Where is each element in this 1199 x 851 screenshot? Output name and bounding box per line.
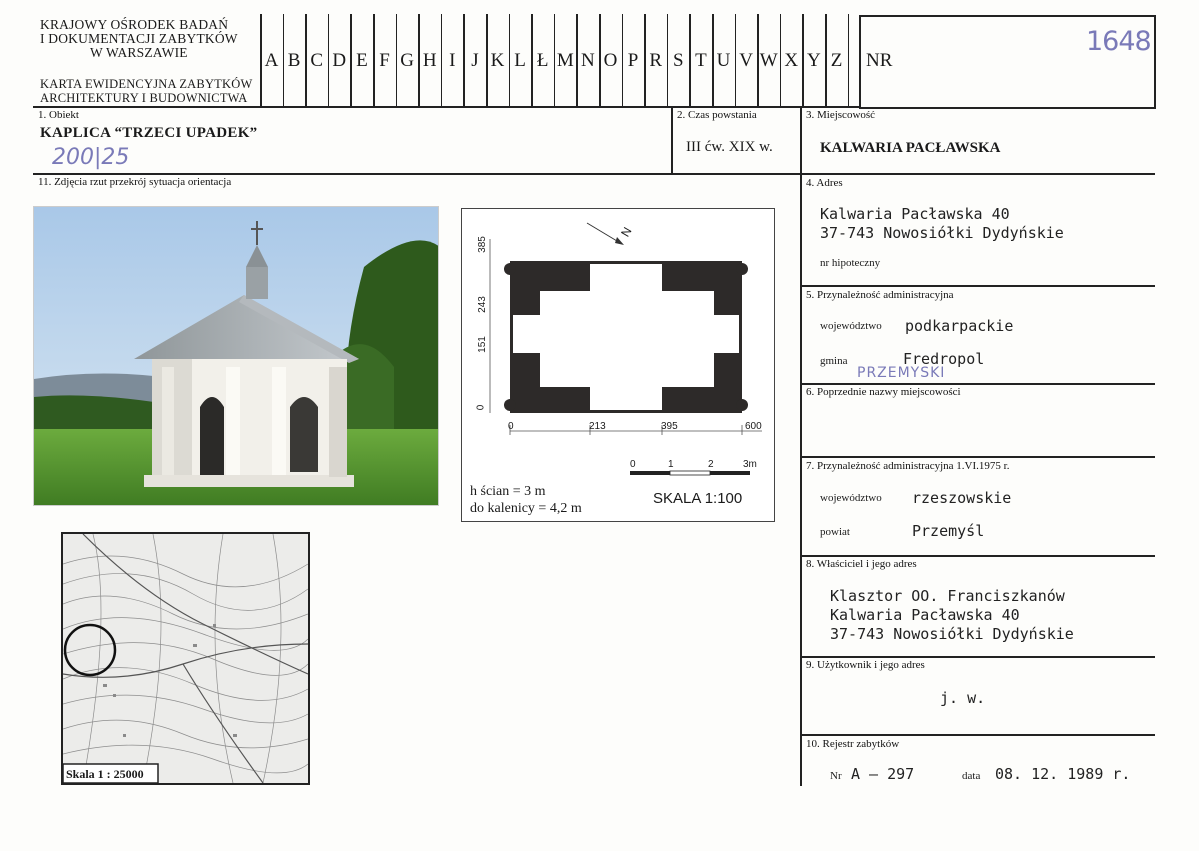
field10-nr-label: Nr: [830, 770, 842, 782]
letter-index-2: B: [287, 50, 301, 71]
plan-north-label: N: [618, 224, 635, 240]
plan-dim-bottom-600: 600: [745, 421, 762, 432]
letter-index-20: T: [695, 50, 707, 71]
field10-register-number: A – 297: [851, 765, 915, 783]
letter-index-7: G: [400, 50, 414, 71]
letter-index-4: D: [332, 50, 347, 71]
nr-label: NR: [866, 50, 893, 71]
field8-owner-line3: 37-743 Nowosiółki Dydyńskie: [830, 625, 1074, 643]
plan-dim-bottom-0: 0: [508, 421, 514, 432]
letter-index-19: S: [673, 50, 684, 71]
institution-line3: W WARSZAWIE: [90, 45, 188, 60]
plan-dim-left-0: 0: [475, 404, 487, 411]
letter-index-16: O: [603, 50, 618, 71]
scale-tick-3m: 3m: [743, 459, 757, 470]
chapel-photo: [33, 206, 439, 506]
rule-v-field3: [800, 106, 802, 786]
rule-row1-bottom: [33, 173, 1155, 175]
field7-voivodeship-label: województwo: [820, 492, 882, 504]
contour-lines: [63, 534, 308, 783]
letter-divider: [848, 14, 850, 107]
field3-label: 3. Miejscowość: [806, 109, 876, 121]
letter-index-26: Z: [830, 50, 843, 71]
letter-index-18: R: [649, 50, 663, 71]
letter-index-24: X: [784, 50, 799, 71]
field5-voivodeship-value: podkarpackie: [905, 317, 1014, 335]
institution-line2: I DOKUMENTACJI ZABYTKÓW: [40, 31, 238, 46]
scale-tick-2: 2: [708, 459, 714, 470]
rule-f10: [800, 734, 1155, 736]
plan-height-walls: h ścian = 3 m: [470, 484, 546, 499]
rule-f6: [800, 383, 1155, 385]
field5-handwritten: PRZEMYSKI: [857, 365, 946, 381]
field9-label: 9. Użytkownik i jego adres: [806, 659, 925, 671]
topographic-map: [61, 532, 310, 785]
letter-index-3: C: [310, 50, 324, 71]
field6-label: 6. Poprzednie nazwy miejscowości: [806, 386, 961, 398]
field5-label: 5. Przynależność administracyjna: [806, 289, 954, 301]
plan-walls: [504, 261, 748, 413]
plan-scale-label: SKALA 1:100: [653, 490, 743, 507]
institution-line1: KRAJOWY OŚRODEK BADAŃ: [40, 17, 229, 32]
field4-label: 4. Adres: [806, 177, 843, 189]
rule-header-bottom: [33, 106, 859, 108]
field2-date: III ćw. XIX w.: [686, 139, 773, 155]
letter-index-25: Y: [807, 50, 821, 71]
card-title-line1: KARTA EWIDENCYJNA ZABYTKÓW: [40, 77, 253, 91]
field7-label: 7. Przynależność administracyjna 1.VI.1975 r.: [806, 460, 1010, 472]
field11-label: 11. Zdjęcia rzut przekrój sytuacja orientacja: [38, 176, 232, 188]
field10-label: 10. Rejestr zabytków: [806, 738, 900, 750]
institution-name: [40, 18, 265, 60]
plan-dim-left-243: 243: [476, 296, 488, 313]
letter-index-10: J: [471, 50, 479, 71]
letter-index-21: U: [716, 50, 731, 71]
rule-f4: [800, 285, 1155, 287]
plan-dim-left-151: 151: [476, 336, 488, 353]
nr-handwritten: 1648: [1086, 26, 1151, 57]
plan-dim-bottom-395: 395: [661, 421, 678, 432]
plan-dim-left-385: 385: [476, 236, 488, 253]
card-title: [40, 77, 252, 105]
letter-index-15: N: [581, 50, 595, 71]
field2-label: 2. Czas powstania: [677, 109, 757, 121]
letter-index-23: W: [759, 50, 778, 71]
field1-handwritten: 200|25: [52, 145, 130, 170]
rule-f7: [800, 456, 1155, 458]
letter-index-17: P: [627, 50, 639, 71]
field10-date-value: 08. 12. 1989 r.: [995, 765, 1131, 783]
field4-address-line2: 37-743 Nowosiółki Dydyńskie: [820, 224, 1064, 242]
rule-v-field2: [671, 106, 673, 174]
floor-plan-panel: [461, 208, 775, 522]
letter-index-9: I: [449, 50, 456, 71]
field5-voivodeship-label: województwo: [820, 320, 882, 332]
letter-index-5: E: [356, 50, 368, 71]
scale-tick-0: 0: [630, 459, 636, 470]
letter-index-22: V: [739, 50, 753, 71]
field8-owner-line2: Kalwaria Pacławska 40: [830, 606, 1020, 624]
field1-object-name: KAPLICA “TRZECI UPADEK”: [40, 125, 258, 141]
north-arrow-icon: [587, 223, 624, 245]
field7-powiat-label: powiat: [820, 526, 850, 538]
letter-index-8: H: [422, 50, 437, 71]
field1-label: 1. Obiekt: [38, 109, 79, 121]
letter-index-1: A: [264, 50, 279, 71]
field4-mortgage-label: nr hipoteczny: [820, 257, 881, 269]
field3-locality: KALWARIA PACŁAWSKA: [820, 140, 1001, 156]
field8-label: 8. Właściciel i jego adres: [806, 558, 917, 570]
plan-height-ridge: do kalenicy = 4,2 m: [470, 501, 582, 516]
card-title-line2: ARCHITEKTURY I BUDOWNICTWA: [40, 91, 248, 105]
field10-date-label: data: [962, 770, 981, 782]
letter-index-12: L: [514, 50, 526, 71]
field7-voivodeship-value: rzeszowskie: [912, 489, 1012, 507]
rule-f9: [800, 656, 1155, 658]
rule-f8: [800, 555, 1155, 557]
letter-index-13: Ł: [536, 50, 549, 71]
scale-tick-1: 1: [668, 459, 674, 470]
letter-index-11: K: [490, 50, 505, 71]
plan-dim-bottom-213: 213: [589, 421, 606, 432]
field7-powiat-value: Przemyśl: [912, 522, 985, 540]
scale-bar: [630, 471, 750, 475]
map-scale-label: Skala 1 : 25000: [66, 767, 144, 781]
field5-gmina-value: Fredropol: [903, 350, 985, 368]
letter-index-6: F: [379, 50, 390, 71]
letter-index-14: M: [556, 50, 574, 71]
field4-address-line1: Kalwaria Pacławska 40: [820, 205, 1010, 223]
field8-owner-line1: Klasztor OO. Franciszkanów: [830, 587, 1065, 605]
field5-gmina-label: gmina: [820, 355, 848, 367]
field9-user-value: j. w.: [940, 689, 986, 707]
